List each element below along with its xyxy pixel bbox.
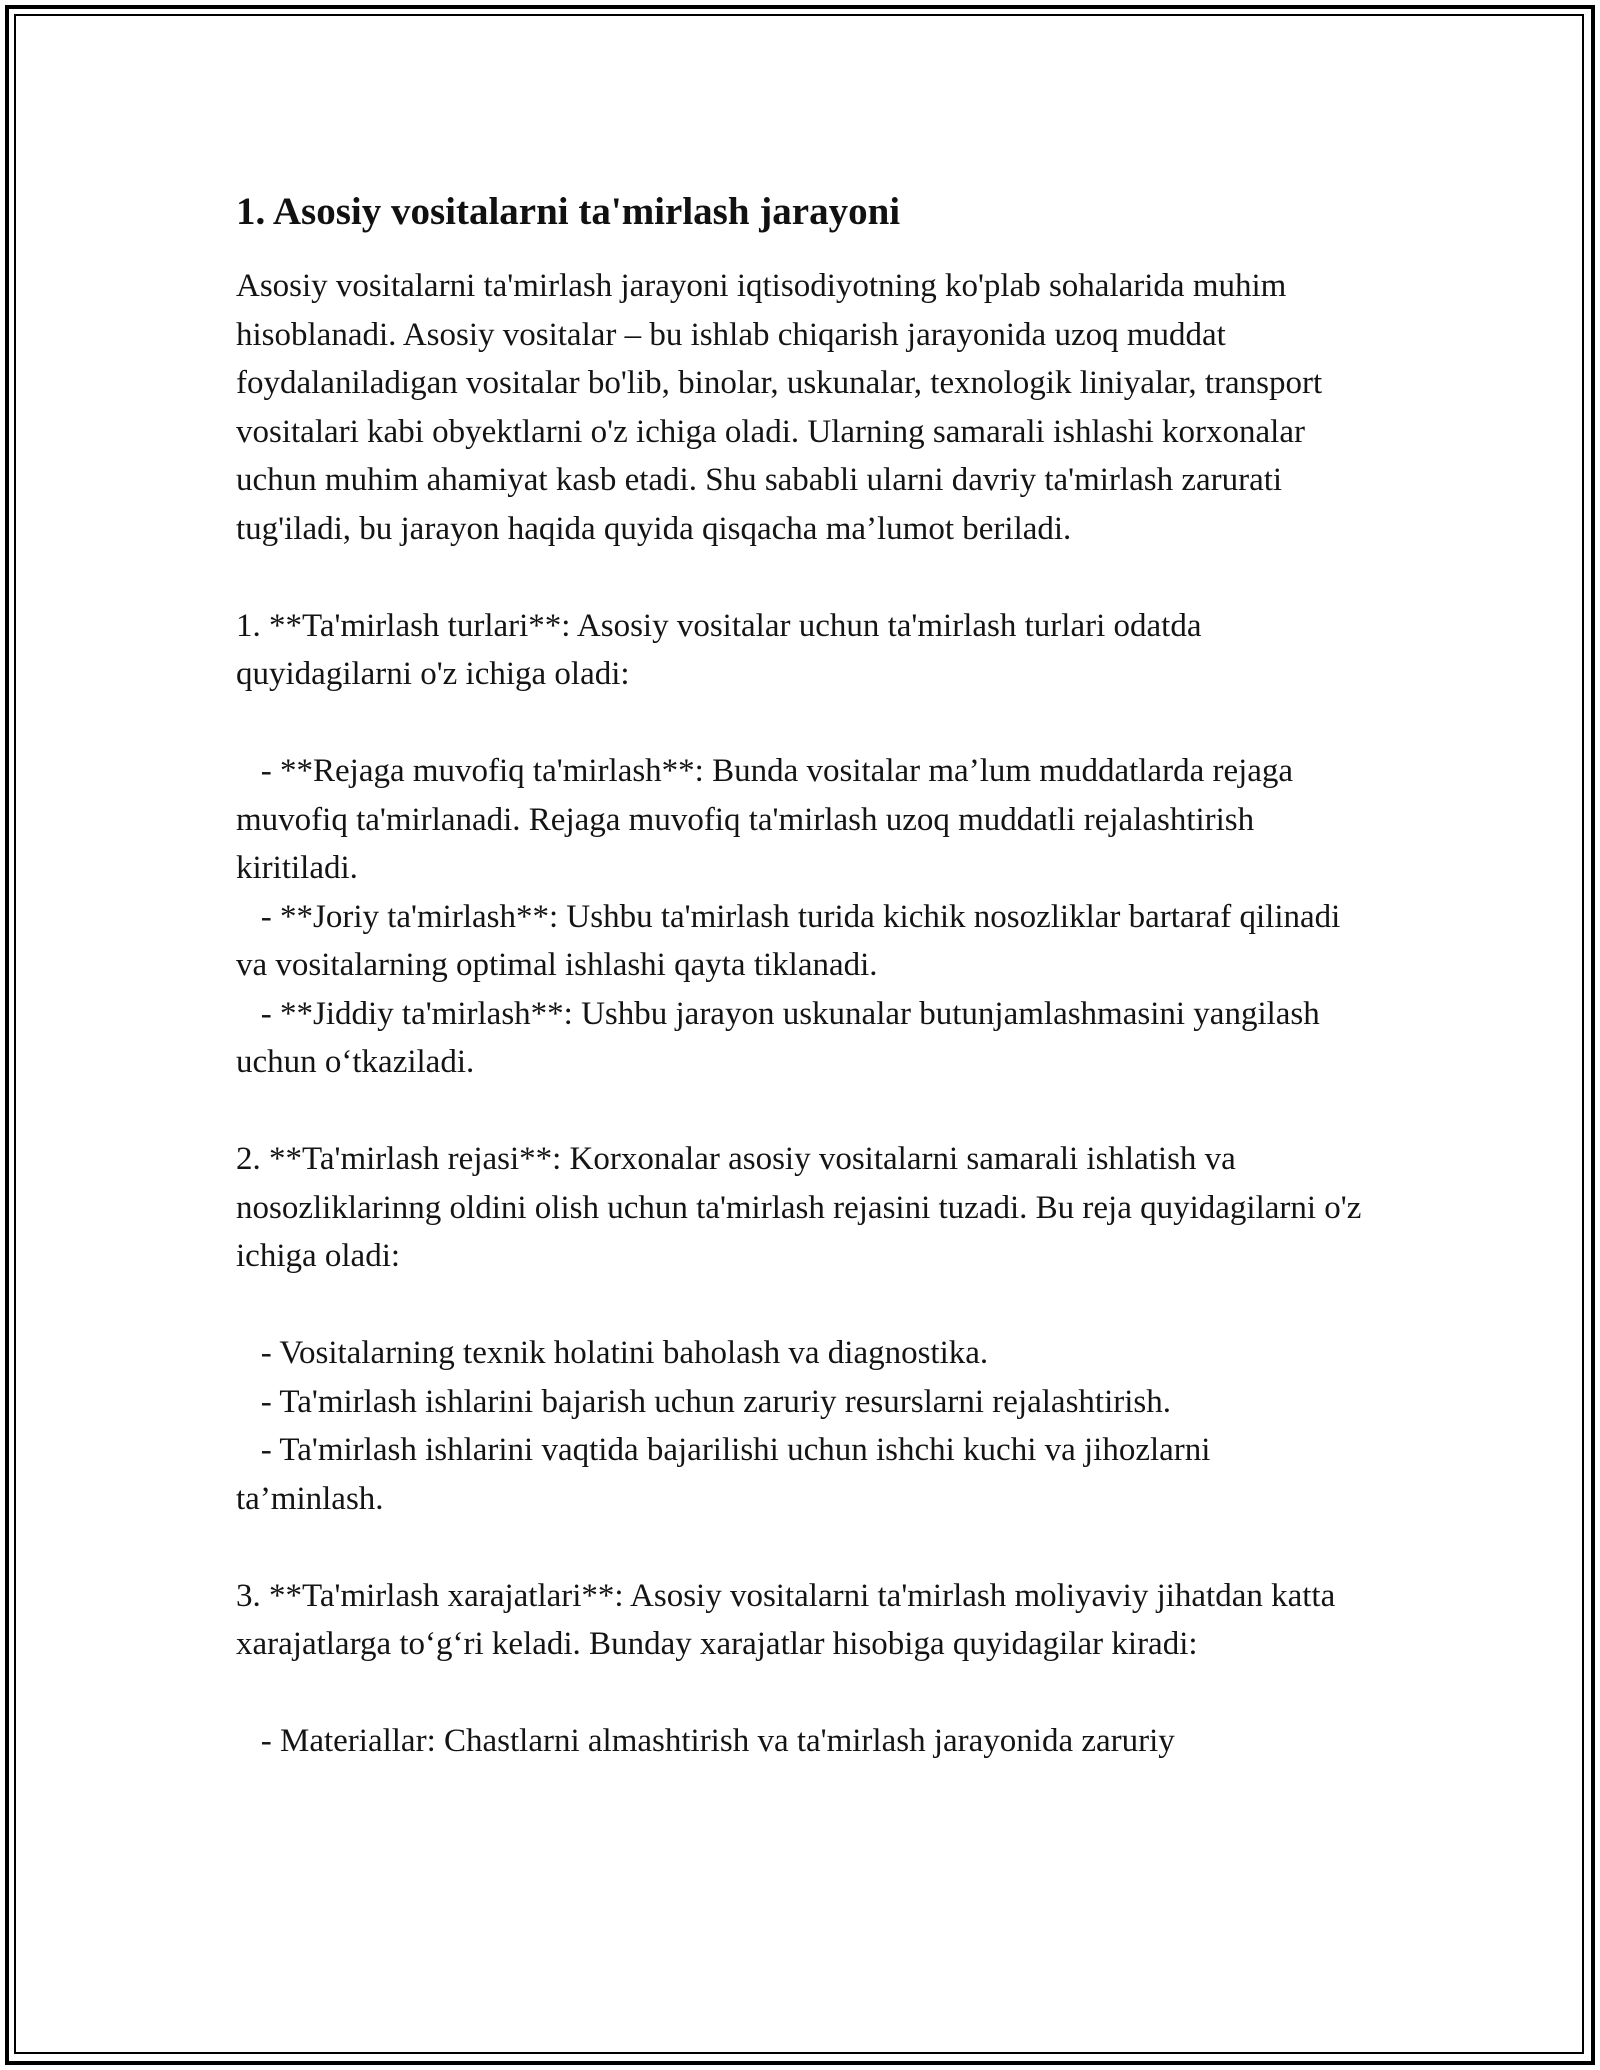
section-heading: 1. Asosiy vositalarni ta'mirlash jarayoni: [236, 190, 901, 233]
list-item: - Materiallar: Chastlarni almashtirish va ta'mirlash jarayonida zaruriy: [236, 1723, 1175, 1759]
list-item: - Ta'mirlash ishlarini vaqtida bajarilishi uchun ishchi kuchi va jihozlarni ta’minlash.: [236, 1432, 1219, 1517]
spacer: [236, 1087, 1366, 1136]
list-item: - **Jiddiy ta'mirlash**: Ushbu jarayon uskunalar butunjamlashmasini yangilash uchun o‘tkaziladi.: [236, 995, 1329, 1080]
spacer: [236, 1669, 1366, 1718]
spacer: [236, 1281, 1366, 1330]
list-item: - Vositalarning texnik holatini baholash va diagnostika.: [236, 1335, 989, 1371]
list-item: - **Rejaga muvofiq ta'mirlash**: Bunda vositalar ma’lum muddatlarda rejaga muvofiq ta'mirlanadi. Rejaga muvofiq ta'mirlash uzoq muddatli rejalashtirish kiritiladi.: [236, 753, 1302, 886]
list-item: - **Joriy ta'mirlash**: Ushbu ta'mirlash turida kichik nosozliklar bartaraf qilinadi va vositalarning optimal ishlashi qayta tiklanadi.: [236, 898, 1349, 983]
document-body: [236, 184, 1370, 1766]
spacer: [236, 699, 1366, 748]
list-item: - Ta'mirlash ishlarini bajarish uchun zaruriy resurslarni rejalashtirish.: [236, 1383, 1172, 1420]
spacer: [236, 553, 1366, 602]
section-1-lead: 1. **Ta'mirlash turlari**: Asosiy vositalar uchun ta'mirlash turlari odatda quyidagilarni o'z ichiga oladi:: [236, 607, 1210, 692]
section-2-lead: 2. **Ta'mirlash rejasi**: Korxonalar asosiy vositalarni samarali ishlatish va nosozliklarinng oldini olish uchun ta'mirlash rejasini tuzadi. Bu reja quyidagilarni o'z ichiga oladi:: [236, 1141, 1370, 1274]
intro-paragraph: Asosiy vositalarni ta'mirlash jarayoni iqtisodiyotning ko'plab sohalarida muhim hisoblanadi. Asosiy vositalar – bu ishlab chiqarish jarayonida uzoq muddat foydalaniladigan vositalar bo'lib, binolar, uskunalar, texnologik liniyalar, transport vositalari kabi obyektlarni o'z ichiga oladi. Ularning samarali ishlashi korxonalar uchun muhim ahamiyat kasb etadi. Shu sababli ularni davriy ta'mirlash zarurati tug'iladi, bu jarayon haqida quyida qisqacha ma’lumot beriladi.: [236, 268, 1331, 547]
section-3-lead: 3. **Ta'mirlash xarajatlari**: Asosiy vositalarni ta'mirlash moliyaviy jihatdan katta xarajatlarga to‘g‘ri keladi. Bunday xarajatlar hisobiga quyidagilar kiradi:: [236, 1577, 1344, 1662]
spacer: [236, 1523, 1366, 1572]
